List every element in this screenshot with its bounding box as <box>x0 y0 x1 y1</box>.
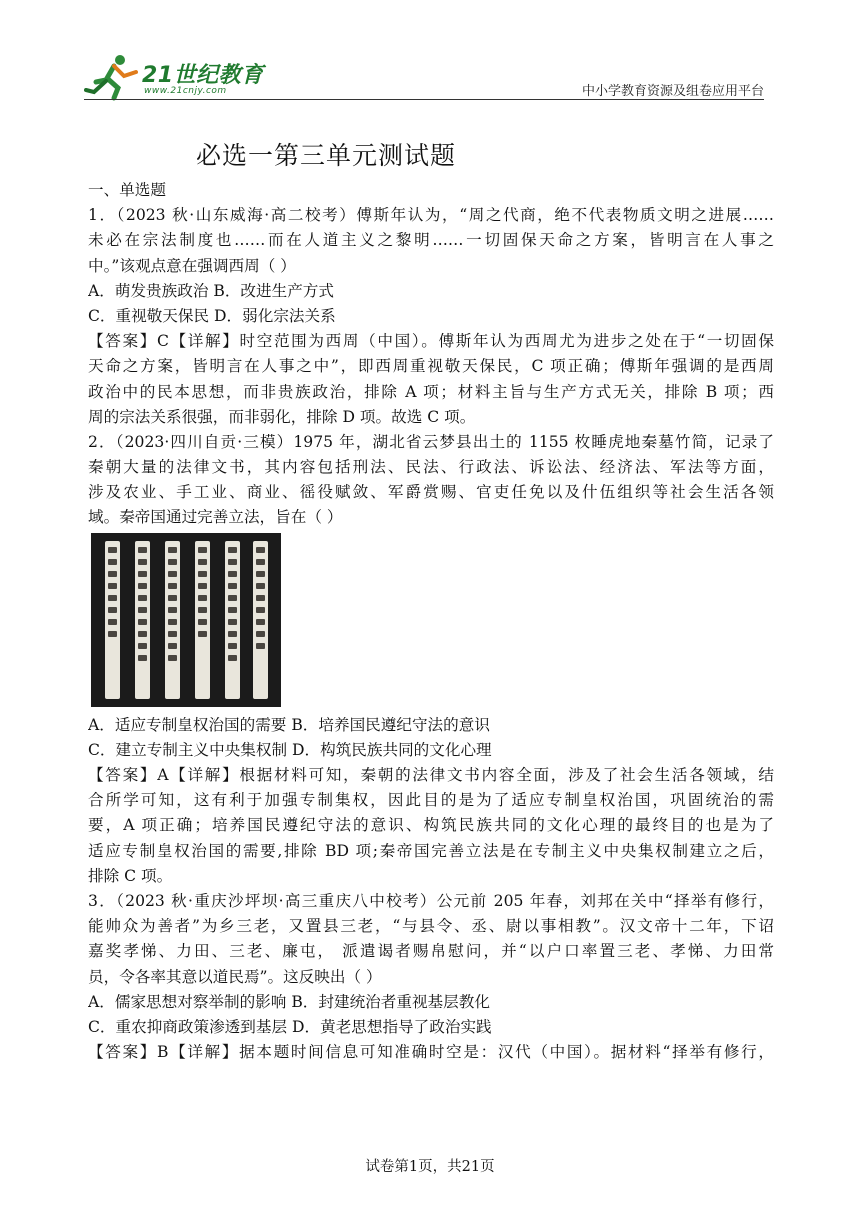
question-2-line: 涉及农业、手工业、商业、徭役赋敛、军爵赏赐、官吏任免以及什伍组织等社会生活各领 <box>88 483 774 502</box>
page-title: 必选一第三单元测试题 <box>196 141 457 170</box>
question-2-answer-line: 要，A 项正确；培养国民遵纪守法的意识、构筑民族共同的文化心理的最终目的也是为了 <box>88 816 774 835</box>
question-3-line: 员，令各率其意以道民焉”。这反映出（ ） <box>88 967 382 986</box>
bamboo-slip <box>253 541 268 699</box>
question-2-options-cd: C．建立专制主义中央集权制 D．构筑民族共同的文化心理 <box>88 740 492 759</box>
bamboo-slip <box>225 541 240 699</box>
question-1-options-ab: A．萌发贵族政治 B．改进生产方式 <box>88 281 334 300</box>
question-3-options-ab: A．儒家思想对察举制的影响 B．封建统治者重视基层教化 <box>88 992 490 1011</box>
platform-name: 中小学教育资源及组卷应用平台 <box>581 84 764 99</box>
bamboo-slip <box>195 541 210 699</box>
question-2-options-ab: A．适应专制皇权治国的需要 B．培养国民遵纪守法的意识 <box>88 715 490 734</box>
question-1-line: 未必在宗法制度也……而在人道主义之黎明……一切固保天命之方案，皆明言在人事之 <box>88 231 774 250</box>
header-divider <box>84 99 764 100</box>
question-1-answer-line: 周的宗法关系很强，而非弱化，排除 D 项。故选 C 项。 <box>88 407 476 426</box>
question-1-answer-line: 【答案】C【详解】时空范围为西周（中国）。傅斯年认为西周尤为进步之处在于“一切固保 <box>88 332 774 351</box>
page-header <box>0 0 860 110</box>
bamboo-slip <box>105 541 120 699</box>
question-2-line: 域。秦帝国通过完善立法，旨在（ ） <box>88 508 343 527</box>
question-2-line: 2．（2023·四川自贡·三模）1975 年，湖北省云梦县出土的 1155 枚睡虎地秦墓竹简，记录了 <box>88 432 774 451</box>
logo <box>84 52 274 102</box>
question-1-answer-line: 政治中的民本思想，而非贵族政治，排除 A 项；材料主旨与生产方式无关，排除 B 项；西 <box>88 382 774 401</box>
logo-title: 21世纪教育 <box>142 63 264 88</box>
question-3-answer-line: 【答案】B【详解】据本题时间信息可知准确时空是：汉代（中国）。据材料“择举有修行， <box>88 1043 774 1062</box>
question-2-answer-line: 适应专制皇权治国的需要,排除 BD 项;秦帝国完善立法是在专制主义中央集权制建立之后， <box>88 841 774 860</box>
question-list <box>88 178 774 1065</box>
runner-icon <box>84 52 144 102</box>
bamboo-slip <box>165 541 180 699</box>
question-2-answer-line: 排除 C 项。 <box>88 866 173 885</box>
question-3-options-cd: C．重农抑商政策渗透到基层 D．黄老思想指导了政治实践 <box>88 1017 492 1036</box>
question-3-line: 嘉奖孝悌、力田、三老、廉屯， 派遣谒者赐帛慰问，并“以户口率置三老、孝悌、力田常 <box>88 942 774 961</box>
question-2-line: 秦朝大量的法律文书，其内容包括刑法、民法、行政法、诉讼法、经济法、军法等方面， <box>88 458 774 477</box>
question-1-line: 1．（2023 秋·山东威海·高二校考）傅斯年认为，“周之代商，绝不代表物质文明之进展…… <box>88 206 774 225</box>
question-2-answer-line: 【答案】A【详解】根据材料可知，秦朝的法律文书内容全面，涉及了社会生活各领域，结 <box>88 766 774 784</box>
question-1-answer-line: 天命之方案，皆明言在人事之中”，即西周重视敬天保民，C 项正确；傅斯年强调的是西周 <box>88 357 774 376</box>
question-3-line: 3．（2023 秋·重庆沙坪坝·高三重庆八中校考）公元前 205 年春，刘邦在关中“择举有修行， <box>88 891 774 910</box>
question-2-answer-line: 合所学可知，这有利于加强专制集权，因此目的是为了适应专制皇权治国，巩固统治的需 <box>88 791 774 810</box>
section-heading: 一、单选题 <box>88 181 166 199</box>
bamboo-slips-image <box>91 533 281 707</box>
question-1-line: 中。”该观点意在强调西周（ ） <box>88 256 296 275</box>
question-3-line: 能帅众为善者”为乡三老，又置县三老，“与县令、丞、尉以事相教”。汉文帝十二年，下诏 <box>88 917 774 936</box>
logo-url: www.21cnjy.com <box>144 86 227 96</box>
bamboo-slip <box>135 541 150 699</box>
page-number: 试卷第1页，共21页 <box>365 1159 495 1175</box>
question-1-options-cd: C．重视敬天保民 D．弱化宗法关系 <box>88 306 336 325</box>
